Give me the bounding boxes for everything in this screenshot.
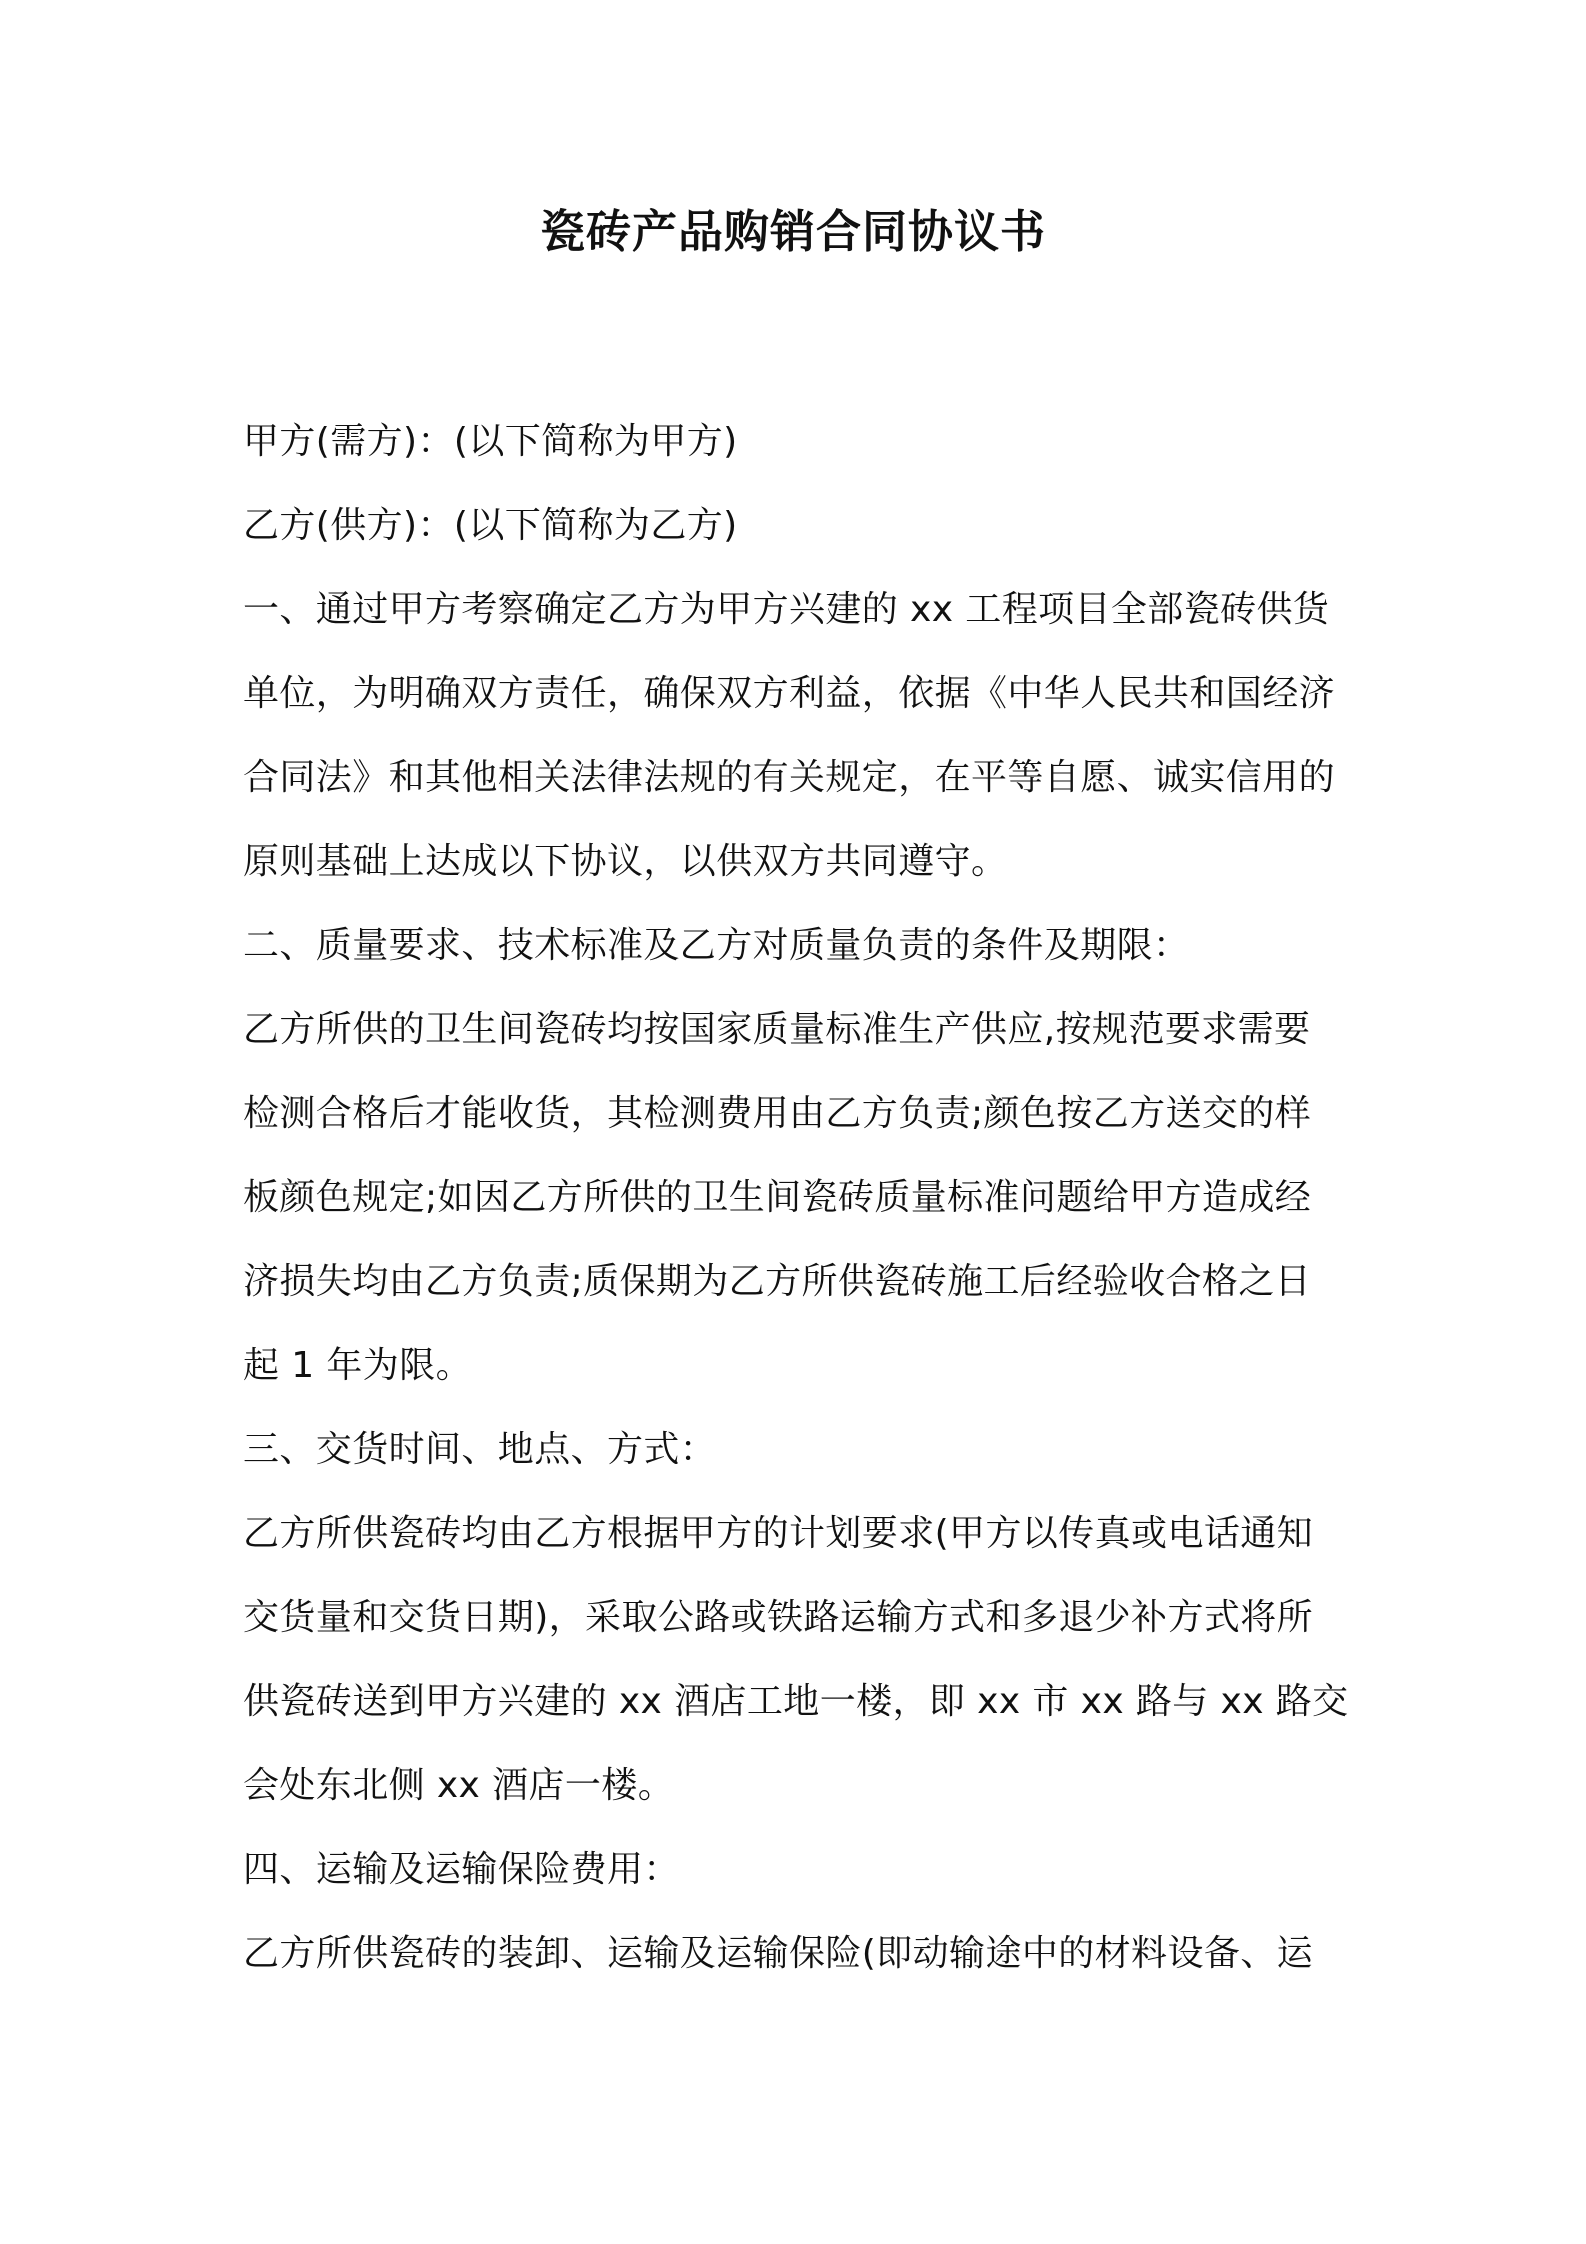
text-line: 乙方所供瓷砖均由乙方根据甲方的计划要求(甲方以传真或电话通知 [243, 1513, 1314, 1554]
document-body [243, 400, 1363, 1996]
text-line: 乙方(供方)：(以下简称为乙方) [243, 505, 738, 546]
text-line: 合同法》和其他相关法律法规的有关规定，在平等自愿、诚实信用的 [243, 757, 1336, 798]
text-line: 一、通过甲方考察确定乙方为甲方兴建的 xx 工程项目全部瓷砖供货 [243, 589, 1330, 630]
text-line: 交货量和交货日期)，采取公路或铁路运输方式和多退少补方式将所 [243, 1597, 1314, 1638]
text-line: 三、交货时间、地点、方式： [243, 1429, 717, 1470]
text-line: 检测合格后才能收货，其检测费用由乙方负责;颜色按乙方送交的样 [243, 1093, 1312, 1134]
text-line: 板颜色规定;如因乙方所供的卫生间瓷砖质量标准问题给甲方造成经 [243, 1177, 1312, 1218]
text-line: 乙方所供的卫生间瓷砖均按国家质量标准生产供应,按规范要求需要 [243, 1009, 1311, 1050]
text-line: 四、运输及运输保险费用： [243, 1849, 680, 1890]
text-line: 起 1 年为限。 [243, 1345, 472, 1386]
text-line: 济损失均由乙方负责;质保期为乙方所供瓷砖施工后经验收合格之日 [243, 1261, 1312, 1302]
text-line: 供瓷砖送到甲方兴建的 xx 酒店工地一楼，即 xx 市 xx 路与 xx 路交 [243, 1681, 1349, 1722]
text-line: 会处东北侧 xx 酒店一楼。 [243, 1765, 675, 1806]
document-title: 瓷砖产品购销合同协议书 [539, 205, 1046, 258]
text-line: 二、质量要求、技术标准及乙方对质量负责的条件及期限： [243, 925, 1190, 966]
text-line: 乙方所供瓷砖的装卸、运输及运输保险(即动输途中的材料设备、运 [243, 1933, 1314, 1974]
text-line: 甲方(需方)：(以下简称为甲方) [243, 421, 738, 462]
text-line: 单位，为明确双方责任，确保双方利益，依据《中华人民共和国经济 [243, 673, 1336, 714]
text-line: 原则基础上达成以下协议，以供双方共同遵守。 [243, 841, 1008, 882]
